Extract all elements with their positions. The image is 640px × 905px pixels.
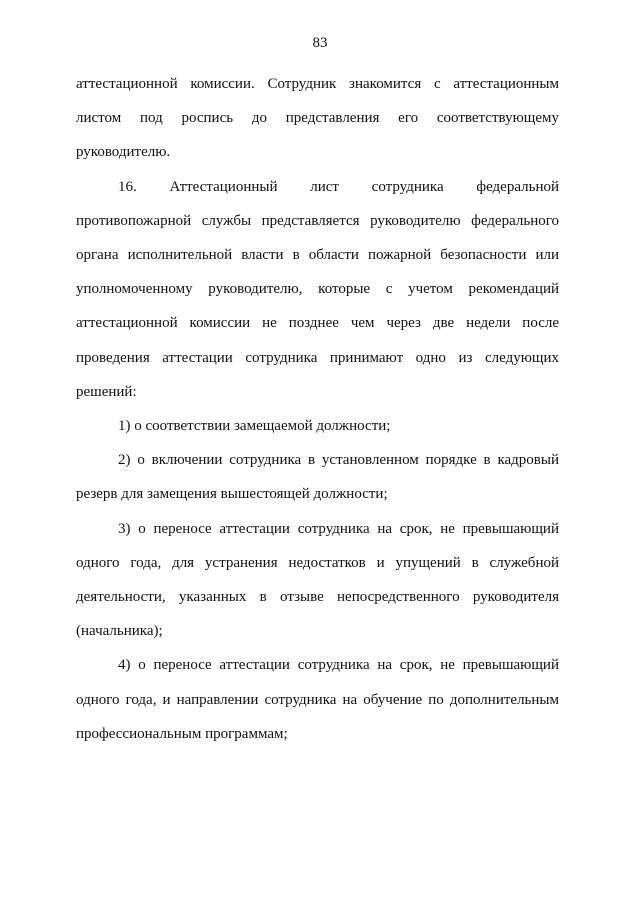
list-item-4: 4) о переносе аттестации сотрудника на срок, не превышающий одного года, и направлении сотрудника на обучение по дополнительным профессиональным программам; <box>76 657 559 742</box>
list-item-1: 1) о соответствии замещаемой должности; <box>118 418 391 435</box>
paragraph-item-16: 16. Аттестационный лист сотрудника федеральной противопожарной службы представляется руководителю федерального органа исполнительной власти в области пожарной безопасности или уполномоченному руководителю, которые с учетом рекомендаций аттестационной комиссии не позднее чем через две недели после проведения аттестации сотрудника принимают одно из следующих решений: <box>76 178 559 400</box>
list-item-3: 3) о переносе аттестации сотрудника на срок, не превышающий одного года, для устранения недостатков и упущений в служебной деятельности, указанных в отзыве непосредственного руководителя (начальника); <box>76 520 559 640</box>
paragraph-continuation: аттестационной комиссии. Сотрудник знакомится с аттестационным листом под роспись до представления его соответствующему руководителю. <box>76 76 559 161</box>
list-item-2: 2) о включении сотрудника в установленном порядке в кадровый резерв для замещения вышестоящей должности; <box>76 452 559 503</box>
page-number: 83 <box>312 35 328 51</box>
document-body <box>76 67 559 751</box>
